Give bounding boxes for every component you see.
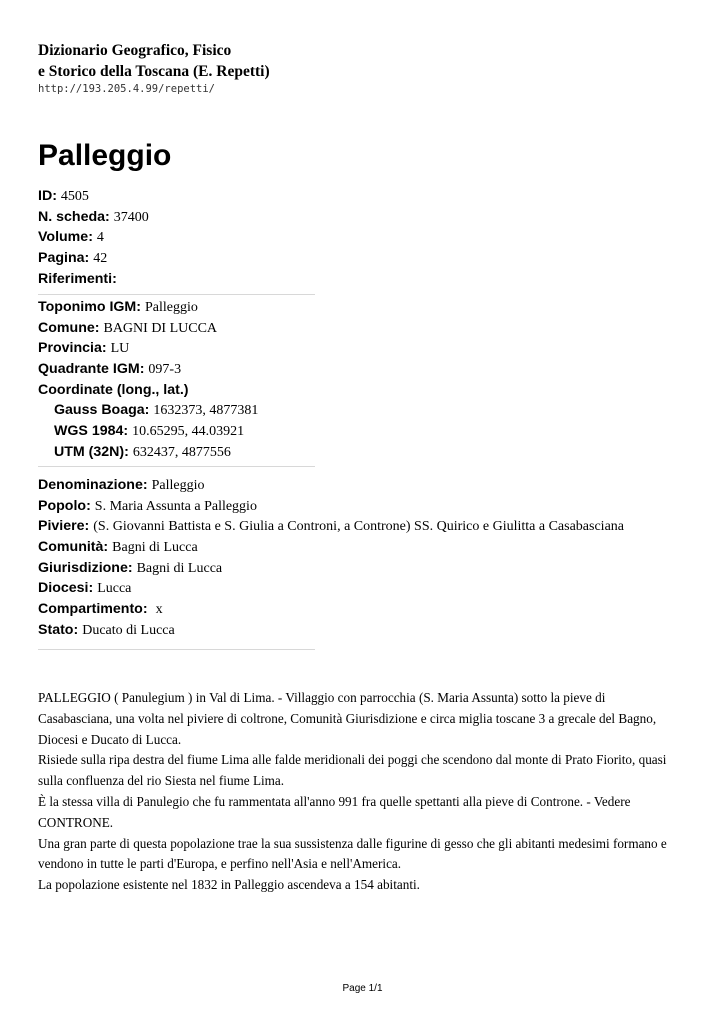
field-value: LU (110, 341, 130, 357)
field-value: Ducato di Lucca (82, 622, 175, 638)
field-label: Coordinate (long., lat.) (38, 381, 189, 398)
field-label: Provincia: (38, 340, 107, 357)
field-label: Volume: (38, 229, 93, 246)
field-coordinate (38, 380, 258, 401)
field-riferimenti (38, 269, 149, 290)
field-value: 37400 (113, 209, 149, 225)
field-id (38, 186, 149, 207)
field-pagina (38, 248, 149, 269)
field-label: Diocesi: (38, 580, 94, 597)
field-label: Giurisdizione: (38, 559, 133, 576)
field-label: Toponimo IGM: (38, 299, 141, 315)
page-number: Page 1/1 (342, 983, 383, 994)
field-label: Piviere: (38, 518, 90, 535)
entry-text-line: sulla confluenza del rio Siesta nel fiume Lima. (38, 773, 285, 789)
entry-text-line: La popolazione esistente nel 1832 in Palleggio ascendeva a 154 abitanti. (38, 877, 420, 893)
field-gauss-boaga (38, 400, 258, 421)
field-wgs-1984 (38, 421, 258, 442)
entry-text-line: PALLEGGIO ( Panulegium ) in Val di Lima. - Villaggio con parrocchia (S. Maria Assunta) sotto la pieve di (38, 690, 606, 705)
field-comune (38, 318, 258, 339)
field-diocesi (38, 578, 624, 599)
field-stato (38, 620, 624, 641)
field-label: WGS 1984: (54, 423, 129, 440)
field-value: x (155, 602, 163, 618)
field-value: 42 (93, 251, 108, 267)
section-divider (38, 294, 315, 295)
field-label: Gauss Boaga: (54, 402, 150, 419)
entry-text-line: CONTRONE. (38, 814, 114, 830)
field-value: Palleggio (144, 300, 198, 315)
field-provincia (38, 338, 258, 359)
page-title: Palleggio (38, 139, 172, 172)
field-value: Palleggio (151, 478, 205, 493)
field-comunita (38, 537, 624, 558)
header-title-line-1: Dizionario Geografico, Fisico (38, 42, 232, 59)
field-quadrante-igm (38, 359, 258, 380)
field-value: 097-3 (148, 362, 182, 378)
field-label: Riferimenti: (38, 270, 117, 287)
field-label: Popolo: (38, 497, 91, 514)
header-title-line-2: e Storico della Toscana (E. Repetti) (38, 63, 270, 80)
field-label: Stato: (38, 621, 79, 638)
igm-section (38, 297, 258, 463)
entry-text (38, 688, 688, 896)
field-value: Bagni di Lucca (136, 560, 223, 576)
field-value: 4 (96, 230, 104, 246)
field-volume (38, 227, 149, 248)
field-value: BAGNI DI LUCCA (103, 320, 218, 336)
field-value: 632437, 4877556 (132, 444, 231, 460)
section-divider (38, 649, 315, 650)
document-header (38, 40, 270, 96)
field-value: (S. Giovanni Battista e S. Giulia a Controni, a Controne) SS. Quirico e Giulitta a Casabasciana (93, 519, 625, 535)
field-value: S. Maria Assunta a Palleggio (94, 498, 257, 514)
field-toponimo-igm (38, 297, 258, 318)
entry-text-line: Casabasciana, una volta nel piviere di coltrone, Comunità Giurisdizione e circa miglia toscane 3 a grecale del Bagno, (38, 710, 657, 726)
field-popolo (38, 496, 624, 517)
entry-text-line: Risiede sulla ripa destra del fiume Lima alle falde meridionali dei poggi che scendono dal monte di Prato Fiorito, quasi (38, 752, 667, 768)
historical-section (38, 475, 624, 641)
entry-text-line: È la stessa villa di Panulegio che fu rammentata all'anno 991 fra quelle spettanti alla pieve di Controne. - Vedere (38, 793, 631, 809)
field-label: Denominazione: (38, 477, 148, 493)
field-value: 10.65295, 44.03921 (132, 424, 245, 440)
field-compartimento (38, 599, 624, 620)
field-utm-32n (38, 442, 258, 463)
field-label: Compartimento: (38, 601, 148, 618)
field-label: N. scheda: (38, 208, 110, 225)
entry-text-line: Una gran parte di questa popolazione trae la sua sussistenza dalle figurine di gesso che gli abitanti medesimi formano e (38, 835, 667, 851)
source-url: http://193.205.4.99/repetti/ (38, 83, 216, 95)
field-label: Quadrante IGM: (38, 361, 145, 378)
record-info-section (38, 186, 149, 289)
field-giurisdizione (38, 558, 624, 579)
field-value: Lucca (97, 581, 132, 597)
field-label: Pagina: (38, 250, 90, 267)
field-value: 4505 (60, 189, 89, 204)
field-label: ID: (38, 188, 57, 204)
entry-text-line: Diocesi e Ducato di Lucca. (38, 731, 182, 747)
field-piviere (38, 516, 624, 537)
field-label: Comunità: (38, 539, 109, 556)
field-value: Bagni di Lucca (112, 540, 198, 556)
section-divider (38, 466, 315, 467)
field-denominazione (38, 475, 624, 496)
field-value: 1632373, 4877381 (153, 403, 259, 419)
field-label: Comune: (38, 319, 100, 336)
field-label: UTM (32N): (54, 443, 129, 460)
entry-text-line: vendono in tutte le parti d'Europa, e perfino nell'Asia e nell'America. (38, 856, 402, 872)
field-n-scheda (38, 207, 149, 228)
